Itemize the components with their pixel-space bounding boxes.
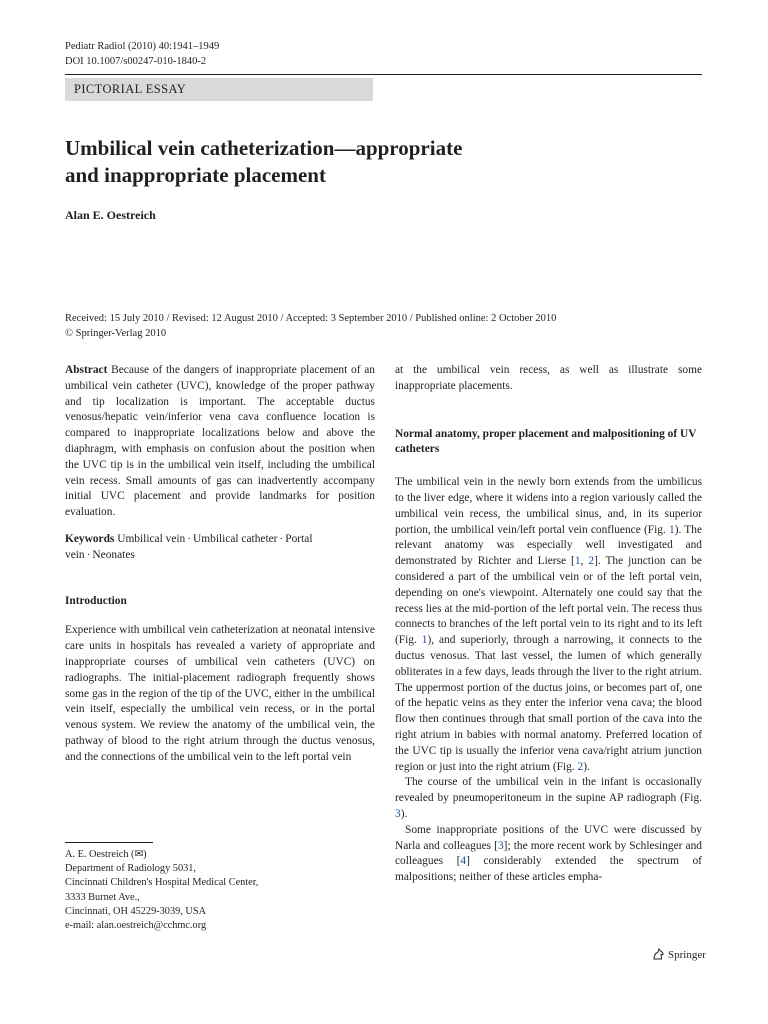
introduction-text: Experience with umbilical vein catheterization at neonatal intensive care units in hospitals has revealed a variety of appropriate and inappropriate courses of umbilical vein catheters (UVC) on radiographs. The initial-placement radiograph frequently shows some gas in the region of the tip of the UVC, either in the umbilical vein itself, especially the umbilical vein recess, or in the portal venous system. We review the anatomy of the umbilical vein, the pathway of blood to the right atrium through the ductus venosus, and the connections of the umbilical vein to the left portal vein <box>65 624 375 763</box>
author-name: Alan E. Oestreich <box>65 208 156 222</box>
dates-line: Received: 15 July 2010 / Revised: 12 August 2010 / Accepted: 3 September 2010 / Published online: 2 October 2010 <box>65 313 557 324</box>
footnote-line: 3333 Burnet Ave., <box>65 891 140 903</box>
citation-link[interactable]: 2 <box>588 555 595 568</box>
footnote-author: A. E. Oestreich (✉) <box>65 849 147 860</box>
footnote-email[interactable]: e-mail: alan.oestreich@cchmc.org <box>65 920 207 932</box>
introduction-heading: Introduction <box>65 594 127 607</box>
journal-citation: Pediatr Radiol (2010) 40:1941–1949 <box>65 41 220 52</box>
title-line-1: Umbilical vein catheterization—appropriate <box>65 136 463 160</box>
citation-link[interactable]: 1 <box>574 555 581 568</box>
copyright-line: © Springer-Verlag 2010 <box>65 328 167 339</box>
footnote-rule <box>65 842 153 843</box>
springer-horse-icon <box>652 948 665 961</box>
abstract <box>65 363 375 521</box>
keyword-item[interactable]: Portal vein <box>65 532 313 561</box>
keyword-item[interactable]: Umbilical vein <box>117 532 186 545</box>
body-paragraph: Some inappropriate positions of the UVC were discussed by Narla and colleagues [3]; the more recent work by Schlesinger and colleagues [4] considerably extended the spectrum of malpositions; neither of these articles empha- <box>395 823 702 884</box>
footnote-line: Department of Radiology 5031, <box>65 863 196 875</box>
left-column <box>65 363 375 766</box>
keyword-item[interactable]: Umbilical catheter <box>193 532 278 545</box>
publisher-name: Springer <box>668 948 706 961</box>
abstract-text: Because of the dangers of inappropriate placement of an umbilical vein catheter (UVC), knowledge of the proper pathway and tip localization is important. The acceptable ductus venosus/hepatic vein/inferior vena cava confluence location is compared to inappropriate localizations below and above the diaphragm, with emphasis on confusion about the position when the UVC tip is in the umbilical vein itself, including the umbilical vein recess. Small amounts of gas can inadvertently accompany initial UVC placement and provide landmarks for position evaluation. <box>65 364 375 519</box>
right-column <box>395 363 702 886</box>
figure-reference-link[interactable]: 1 <box>668 523 675 536</box>
keywords-label: Keywords <box>65 532 115 545</box>
citation-link[interactable]: 4 <box>460 855 467 868</box>
publisher-mark <box>652 948 706 961</box>
article-title <box>65 135 585 189</box>
abstract-label: Abstract <box>65 364 108 376</box>
journal-header <box>65 39 219 69</box>
footnote-line: Cincinnati Children's Hospital Medical Center, <box>65 877 259 889</box>
section-heading: Normal anatomy, proper placement and malpositioning of UV catheters <box>395 427 697 456</box>
correspondence-footnote <box>65 848 375 933</box>
body-paragraph: The course of the umbilical vein in the infant is occasionally revealed by pneumoperitoneum in the supine AP radiograph (Fig. 3). <box>395 776 702 820</box>
citation-link[interactable]: 3 <box>497 839 504 852</box>
envelope-icon: ✉ <box>134 849 144 860</box>
doi-line: DOI 10.1007/s00247-010-1840-2 <box>65 56 207 67</box>
keyword-item[interactable]: Neonates <box>92 548 135 561</box>
keywords: Keywords Umbilical vein · Umbilical catheter · Portal vein · Neonates <box>65 532 313 561</box>
header-rule <box>65 74 702 75</box>
publication-dates <box>65 311 705 341</box>
figure-reference-link[interactable]: 1 <box>421 634 428 647</box>
body-paragraph: The umbilical vein in the newly born extends from the umbilicus to the liver edge, where it widens into a region variously called the umbilical vein recess, the umbilical sinus, and, in its superior portion, the umbilical vein/left portal vein confluence (Fig. 1). The relevant anatomy was especially well investigated and demonstrated by Richter and Lierse [1, 2]. The junction can be considered a part of the umbilical vein or of the left portal vein, depending on one's viewpoint. Alternately one could say that the recess lies at the mid-portion of the left portal vein. The recess thus connects to branches of the left portal vein to its right and to its left (Fig. 1), and superiorly, through a narrowing, it connects to the ductus venosus. That last vessel, the lumen of which generally obliterates in a few days, leads through the liver to the right atrium. The uppermost portion of the ductus joins, or becomes part of, one of the hepatic veins as they enter the inferior vena cava; the blood flow then continues through that small portion of the cava into the right atrium in babies with normal anatomy. Preferred location of the UVC tip is usually the inferior vena cava/right atrium junction region or just into the right atrium (Fig. 2). <box>395 476 703 773</box>
article-type-band: PICTORIAL ESSAY <box>65 78 373 101</box>
introduction-continued: at the umbilical vein recess, as well as illustrate some inappropriate placements. <box>395 364 702 392</box>
figure-reference-link[interactable]: 3 <box>395 807 401 820</box>
figure-reference-link[interactable]: 2 <box>577 760 584 773</box>
title-line-2: and inappropriate placement <box>65 163 326 187</box>
footnote-line: Cincinnati, OH 45229-3039, USA <box>65 905 207 917</box>
